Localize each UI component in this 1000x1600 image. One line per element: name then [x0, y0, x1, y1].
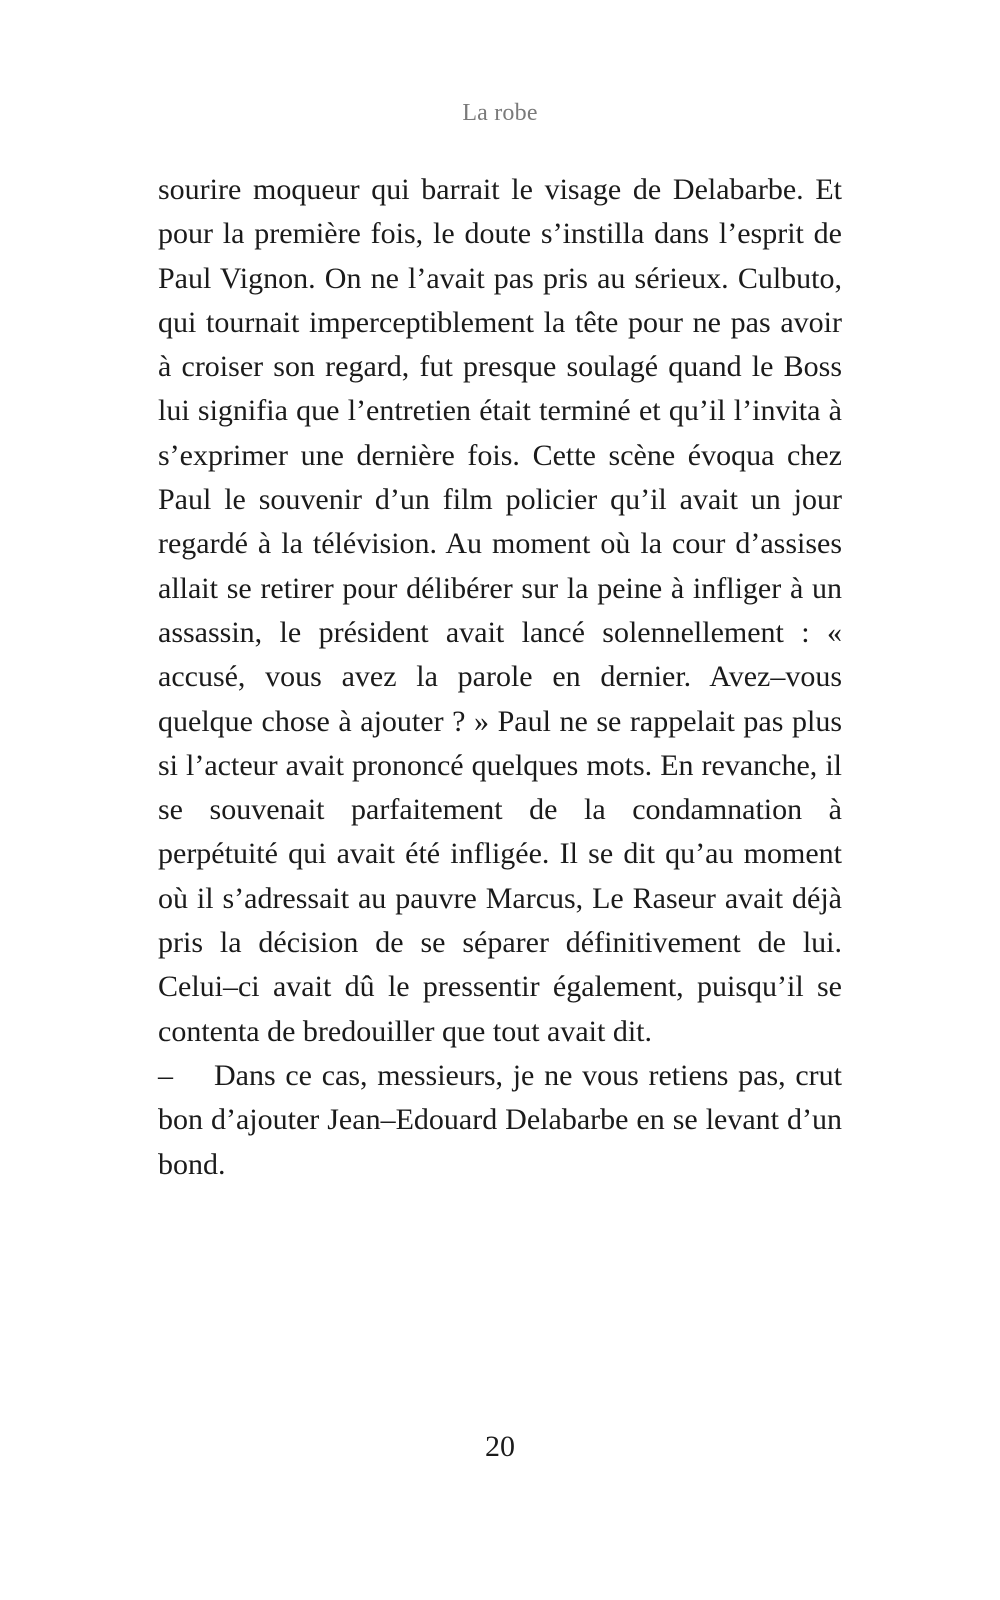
running-header: La robe — [462, 100, 538, 126]
page-number: 20 — [485, 1430, 515, 1463]
body-text — [158, 168, 842, 1187]
paragraph-narration: sourire moqueur qui barrait le visage de Delabarbe. Et pour la première fois, le doute s’instilla dans l’esprit de Paul Vignon. On ne l’avait pas pris au sérieux. Culbuto, qui tournait imperceptiblement la tête pour ne pas avoir à croiser son regard, fut presque soulagé quand le Boss lui signifia que l’entretien était terminé et qu’il l’invita à s’exprimer une dernière fois. Cette scène évoqua chez Paul le souvenir d’un film policier qu’il avait un jour regardé à la télévision. Au moment où la cour d’assises allait se retirer pour délibérer sur la peine à infliger à un assassin, le président avait lancé solennellement : « accusé, vous avez la parole en dernier. Avez–vous quelque chose à ajouter ? » Paul ne se rappelait pas plus si l’acteur avait prononcé quelques mots. En revanche, il se souvenait parfaitement de la condamnation à perpétuité qui avait été infligée. Il se dit qu’au moment où il s’adressait au pauvre Marcus, Le Raseur avait déjà pris la décision de se séparer définitivement de lui. Celui–ci avait dû le pressentir également, puisqu’il se contenta de bredouiller que tout avait dit. — [158, 173, 842, 1048]
paragraph-dialogue — [158, 1054, 842, 1187]
dialogue-text: Dans ce cas, messieurs, je ne vous retiens pas, crut bon d’ajouter Jean–Edouard Delabarbe en se levant d’un bond. — [158, 1058, 842, 1181]
dialogue-dash: – — [158, 1058, 173, 1092]
